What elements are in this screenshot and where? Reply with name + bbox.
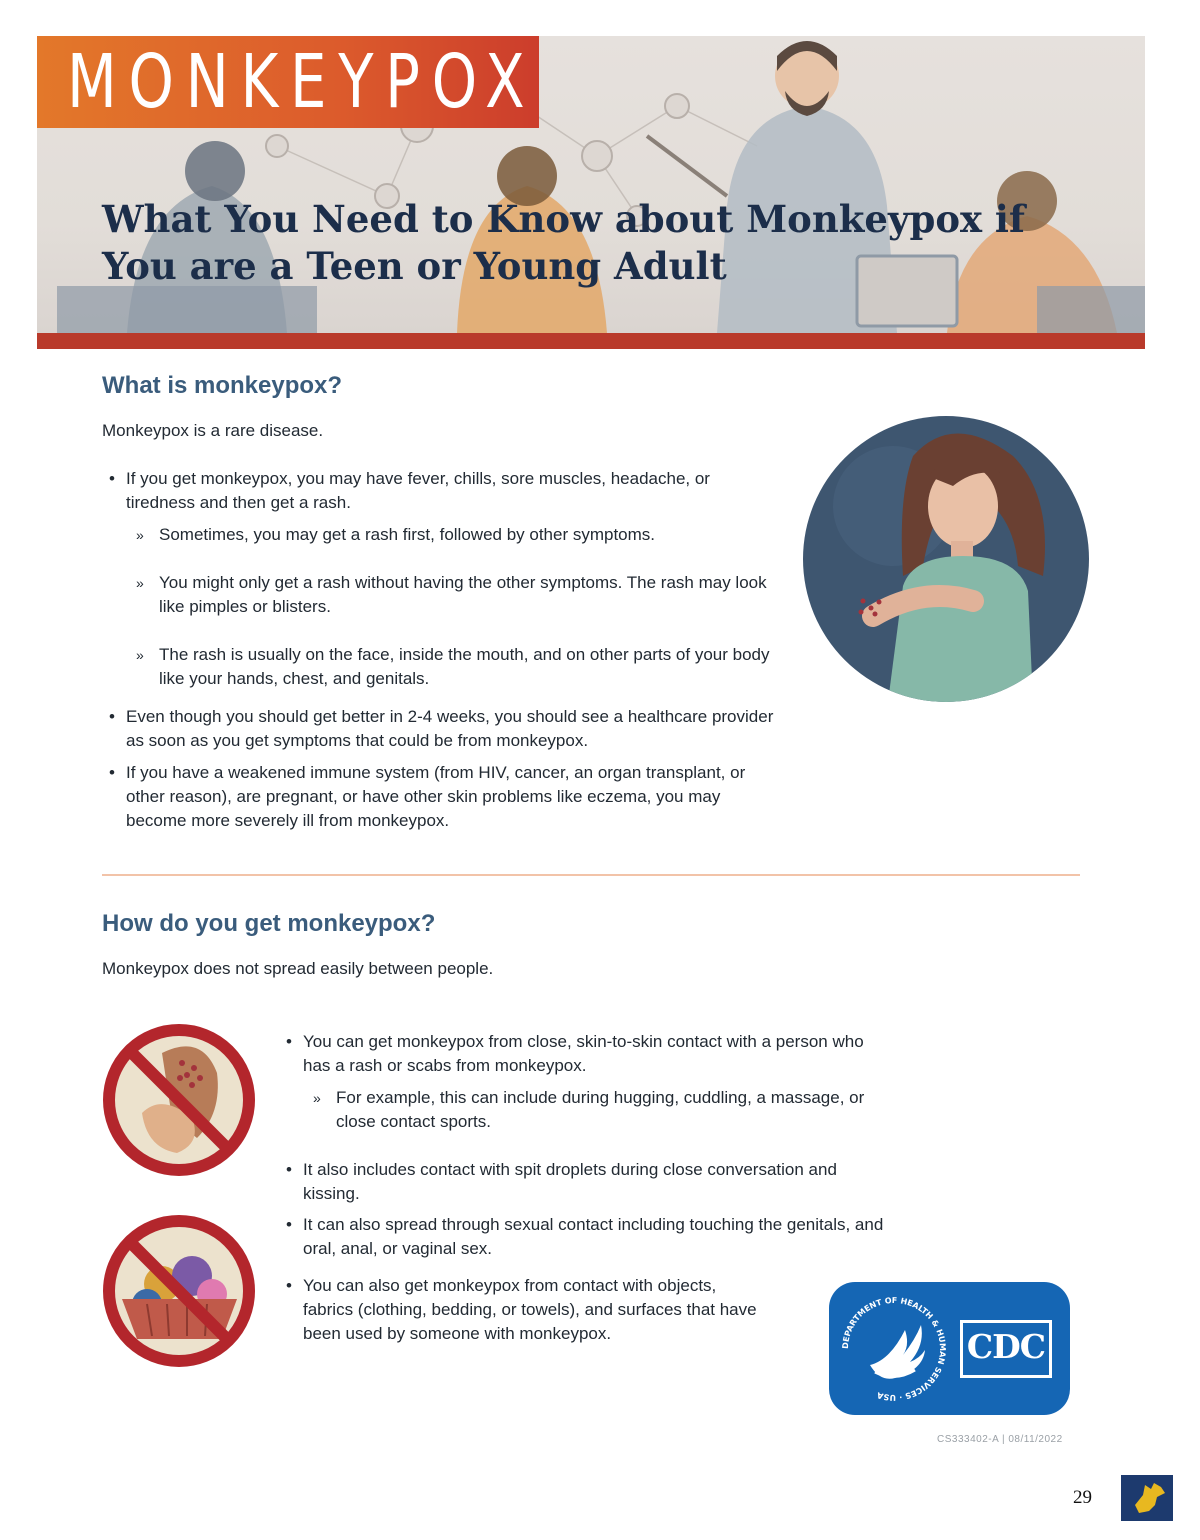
cdc-badge: [960, 1320, 1052, 1378]
page-title-line-1: What You Need to Know about Monkeypox if: [102, 197, 1025, 241]
section-divider: [102, 874, 1080, 876]
page-number: 29: [1073, 1487, 1092, 1508]
symptoms-list: [102, 467, 782, 833]
page-title-line-2: You are a Teen or Young Adult: [102, 244, 727, 288]
list-item: [279, 1030, 889, 1134]
brand-title: MONKEYPOX: [67, 39, 537, 125]
document-code: CS333402-A | 08/11/2022: [937, 1434, 1063, 1445]
state-map-icon: [1121, 1475, 1173, 1521]
page-title: [102, 196, 1102, 290]
banner-accent-bar: [37, 333, 1145, 349]
list-item: • You can also get monkeypox from contact with objects, fabrics (clothing, bedding, or towels), and surfaces that have been used by someone with monkeypox.: [279, 1274, 759, 1346]
sub-list-item: » You might only get a rash without having the other symptoms. The rash may look like pimples or blisters.: [126, 571, 782, 619]
sub-list-item: » For example, this can include during hugging, cuddling, a massage, or close contact sports.: [303, 1086, 889, 1134]
brand-box: [37, 36, 539, 128]
hhs-cdc-logo: [829, 1282, 1070, 1415]
section-heading-what-is: What is monkeypox?: [102, 372, 343, 399]
list-item: • Even though you should get better in 2-4 weeks, you should see a healthcare provider as soon as you get symptoms that could be from monkeypox.: [102, 705, 782, 753]
sub-list-item: » The rash is usually on the face, inside the mouth, and on other parts of your body like your hands, chest, and genitals.: [126, 643, 782, 691]
list-item: • It also includes contact with spit droplets during close conversation and kissing.: [279, 1158, 889, 1206]
cdc-text: CDC: [966, 1327, 1046, 1366]
bullet-text: If you get monkeypox, you may have fever, chills, sore muscles, headache, or tiredness and then get a rash.: [126, 469, 710, 512]
list-item: • It can also spread through sexual contact including touching the genitals, and oral, anal, or vaginal sex.: [279, 1213, 889, 1261]
bullet-text: You can get monkeypox from close, skin-to-skin contact with a person who has a rash or scabs from monkeypox.: [303, 1032, 864, 1075]
hhs-ring-text: DEPARTMENT OF HEALTH & HUMAN SERVICES · USA: [840, 1295, 948, 1403]
sub-list: [303, 1086, 889, 1134]
no-skin-contact-icon: [102, 1023, 256, 1177]
list-item: [102, 467, 782, 691]
section-heading-how-get: How do you get monkeypox?: [102, 910, 436, 937]
section-intro-what-is: Monkeypox is a rare disease.: [102, 421, 324, 440]
no-shared-laundry-icon: [102, 1214, 256, 1368]
section-intro-how-get: Monkeypox does not spread easily between people.: [102, 959, 494, 978]
header-banner: [37, 36, 1145, 349]
sub-list: [126, 523, 782, 691]
transmission-list: [279, 1030, 889, 1346]
list-item: • If you have a weakened immune system (from HIV, cancer, an organ transplant, or other reason), are pregnant, or have other skin problems like eczema, you may become more severely ill from monkeypox.: [102, 761, 782, 833]
hhs-eagle-icon: [835, 1290, 953, 1408]
sub-list-item: » Sometimes, you may get a rash first, followed by other symptoms.: [126, 523, 782, 547]
woman-rash-illustration: [803, 416, 1089, 702]
